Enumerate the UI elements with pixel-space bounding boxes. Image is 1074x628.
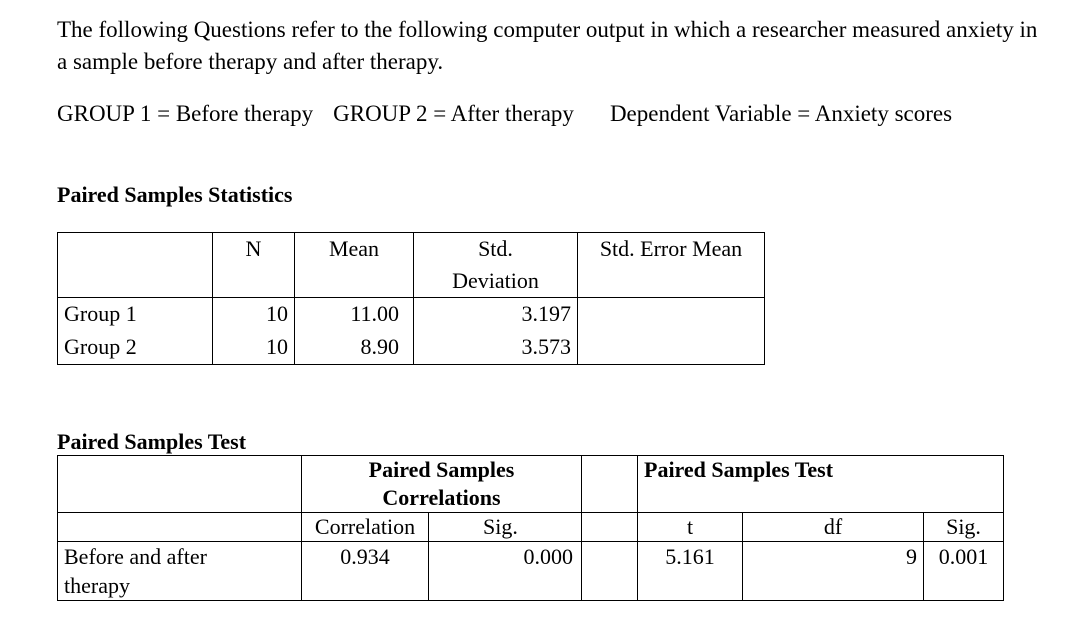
stats-header-sd-line1: Std. (478, 236, 513, 261)
test-header-row (58, 456, 1004, 513)
intro-text: The following Questions refer to the following computer output in which a researcher measured anxiety in a sample before therapy and after therapy. (57, 17, 1038, 74)
group-definitions (57, 99, 952, 129)
stats-header-mean: Mean (295, 233, 414, 298)
stats-header-empty (58, 233, 213, 298)
stats-n-values (213, 298, 295, 365)
corr-group-header-line2: Correlations (382, 485, 501, 510)
stats-sd-value: 3.197 (521, 301, 571, 326)
test-row-label-line2: therapy (64, 573, 130, 598)
test-row-label-line1: Before and after (64, 544, 207, 569)
stats-body-row (58, 298, 765, 365)
stats-sem-value (584, 298, 758, 331)
stats-sem-values (578, 298, 765, 365)
test-col-empty (58, 513, 302, 542)
stats-header-sd-line2: Deviation (452, 268, 539, 293)
stats-header-sd (414, 233, 578, 298)
stats-labels (58, 298, 213, 365)
stats-sd-values (414, 298, 578, 365)
correlation-value: 0.934 (302, 542, 429, 601)
t-value: 5.161 (638, 542, 743, 601)
stats-sd-value: 3.573 (521, 334, 571, 359)
group2-definition: GROUP 2 = After therapy (333, 101, 574, 126)
corr-group-header (302, 456, 582, 513)
stats-n-value: 10 (266, 334, 288, 359)
corr-group-header-line1: Paired Samples (368, 457, 515, 482)
test-group-header: Paired Samples Test (638, 456, 1004, 513)
df-value: 9 (743, 542, 924, 601)
test-data-spacer (582, 542, 638, 601)
paired-test-title: Paired Samples Test (57, 429, 247, 454)
paired-test-table (57, 455, 1004, 601)
paired-stats-table (57, 232, 765, 365)
test-data-row (58, 542, 1004, 601)
test-row-label (58, 542, 302, 601)
stats-mean-value: 8.90 (360, 334, 399, 359)
sig1-value: 0.000 (429, 542, 582, 601)
col-df: df (743, 513, 924, 542)
paired-stats-title: Paired Samples Statistics (57, 182, 293, 207)
stats-header-sem: Std. Error Mean (578, 233, 765, 298)
stats-row-label: Group 1 (64, 301, 137, 326)
group1-definition: GROUP 1 = Before therapy (57, 101, 314, 126)
stats-header-n: N (213, 233, 295, 298)
test-header-spacer (582, 456, 638, 513)
col-sig1: Sig. (429, 513, 582, 542)
stats-row-label: Group 2 (64, 334, 137, 359)
dependent-variable: Dependent Variable = Anxiety scores (609, 101, 953, 126)
stats-sem-value (584, 331, 758, 364)
stats-mean-value: 11.00 (350, 301, 399, 326)
stats-n-value: 10 (266, 301, 288, 326)
col-t: t (638, 513, 743, 542)
stats-mean-values (295, 298, 414, 365)
stats-header-row (58, 233, 765, 298)
sig2-value: 0.001 (924, 542, 1004, 601)
test-header-empty (58, 456, 302, 513)
test-column-row (58, 513, 1004, 542)
col-correlation: Correlation (302, 513, 429, 542)
col-sig2: Sig. (924, 513, 1004, 542)
test-col-spacer (582, 513, 638, 542)
